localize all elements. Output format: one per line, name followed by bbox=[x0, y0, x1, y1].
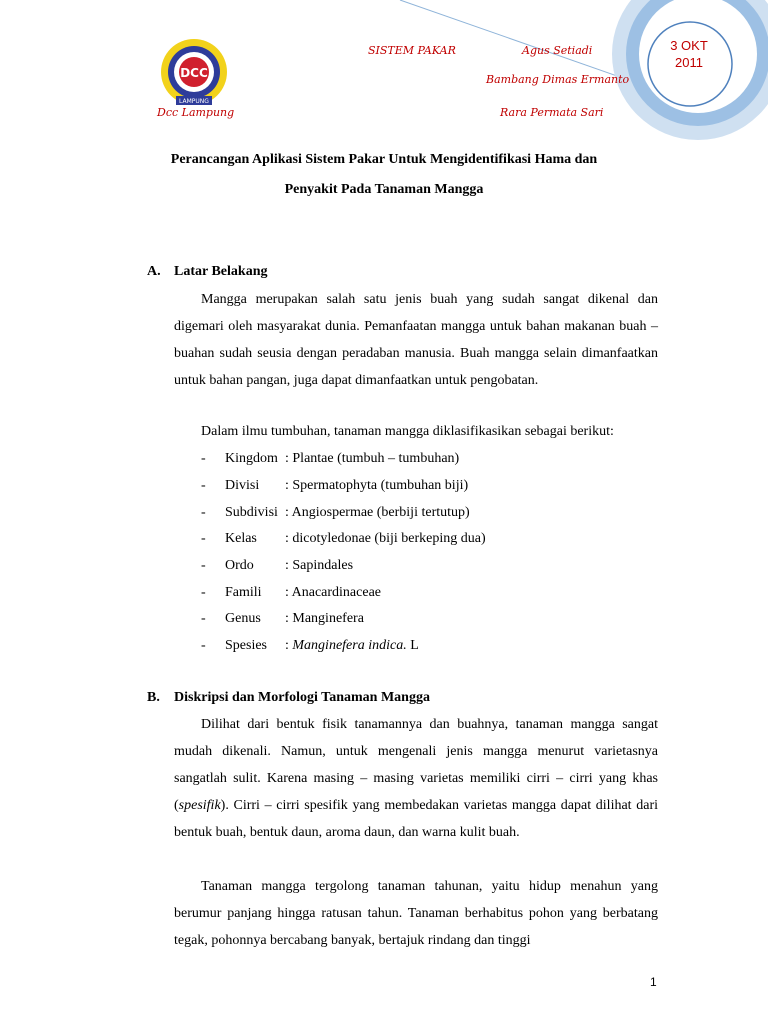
section-b-paragraph-2: Tanaman mangga tergolong tanaman tahunan, yaitu hidup menahun yang berumur panjang hingga ratusan tahun. Tanaman berhabitus pohon yang berbatang tegak, pohonnya bercabang banyak, bertajuk rindang dan tinggi bbox=[174, 879, 658, 948]
document-page: 3 OKT 2011 DCC LAMPUNG Dcc Lampung SISTEM PAKAR Agus Setiadi Bambang Dimas Ermanto Rara Permata Sari Perancangan Aplikasi Sistem Pakar Untuk Mengidentifikasi Hama dan Penyakit Pada Tanaman Mangga A. Latar Belakang Mangga merupakan salah satu jenis buah yang sudah sangat dikenal dan digemari oleh masyarakat dunia. Pemanfaatan mangga untuk bahan makanan buah – buahan sudah seusia dengan peradaban manusia. Buah mangga selain dimanfaatkan untuk bahan pangan, juga dapat dimanfaatkan untuk pengobatan. Dalam ilmu tumbuhan, tanaman mangga diklasifikasikan sebagai berikut: - Kingdom : Plantae (tumbuh – tumbuhan) - Divisi : Spermatophyta (tumbuhan biji) - Subdivisi : Angiospermae (berbiji tertutup) - Kelas : dicotyledonae (biji berkeping dua) - Ordo : Sapindales - Famili : Anacardinaceae - Genus : Manginefera - Spesies : Manginefera indica. L B. Diskripsi dan Morfologi Tanaman Mangga Dilihat dari bentuk fisik tanamannya dan buahnya, tanaman mangga sangat mudah dikenali. Namun, untuk mengenali jenis mangga menurut varietasnya sangatlah sulit. Karena masing – masing varietas memiliki cirri – cirri yang khas (spesifik). Cirri – cirri spesifik yang membedakan varietas mangga dapat dilihat dari bentuk buah, bentuk daun, aroma daun, dan warna kulit buah. Tanaman mangga tergolong tanaman tahunan, yaitu hidup menahun yang berumur panjang hingga ratusan tahun. Tanaman berhabitus pohon yang berbatang tegak, pohonnya bercabang banyak, bertajuk rindang dan tinggi 1 bbox=[0, 0, 768, 1024]
section-b-heading bbox=[147, 690, 430, 706]
dcc-logo bbox=[158, 38, 230, 110]
date-year: 2011 bbox=[675, 55, 703, 70]
date-badge bbox=[648, 37, 730, 71]
page-number: 1 bbox=[650, 975, 657, 989]
topic-label: SISTEM PAKAR bbox=[368, 44, 456, 57]
document-title-line-2: Penyakit Pada Tanaman Mangga bbox=[284, 182, 484, 197]
org-name: Dcc Lampung bbox=[157, 106, 235, 119]
section-a-title: Latar Belakang bbox=[174, 264, 268, 279]
document-title-line-1: Perancangan Aplikasi Sistem Pakar Untuk Mengidentifikasi Hama dan bbox=[170, 152, 598, 167]
logo-text: LAMPUNG bbox=[179, 98, 209, 105]
logo-mark: DCC bbox=[180, 66, 208, 80]
section-b-paragraph-1: Dilihat dari bentuk fisik tanamannya dan buahnya, tanaman mangga sangat mudah dikenali. Namun, untuk mengenali jenis mangga menurut varietasnya sangatlah sulit. Karena masing – masing varietas memiliki cirri – cirri yang khas (spesifik). Cirri – cirri spesifik yang membedakan varietas mangga dapat dilihat dari bentuk buah, bentuk daun, aroma daun, dan warna kulit buah. bbox=[174, 717, 658, 840]
section-a-paragraph-2: Dalam ilmu tumbuhan, tanaman mangga diklasifikasikan sebagai berikut: bbox=[201, 424, 614, 439]
section-a-heading bbox=[147, 264, 267, 280]
author-3: Rara Permata Sari bbox=[500, 106, 604, 119]
section-b-number: B. bbox=[147, 690, 160, 705]
section-b-title: Diskripsi dan Morfologi Tanaman Mangga bbox=[174, 690, 430, 705]
section-a-number: A. bbox=[147, 264, 161, 279]
section-a-paragraph-1: Mangga merupakan salah satu jenis buah yang sudah sangat dikenal dan digemari oleh masyarakat dunia. Pemanfaatan mangga untuk bahan makanan buah – buahan sudah seusia dengan peradaban manusia. Buah mangga selain dimanfaatkan untuk bahan pangan, juga dapat dimanfaatkan untuk pengobatan. bbox=[174, 292, 658, 388]
date-day: 3 OKT bbox=[670, 38, 708, 53]
author-1: Agus Setiadi bbox=[522, 44, 593, 57]
author-2: Bambang Dimas Ermanto bbox=[486, 73, 630, 86]
